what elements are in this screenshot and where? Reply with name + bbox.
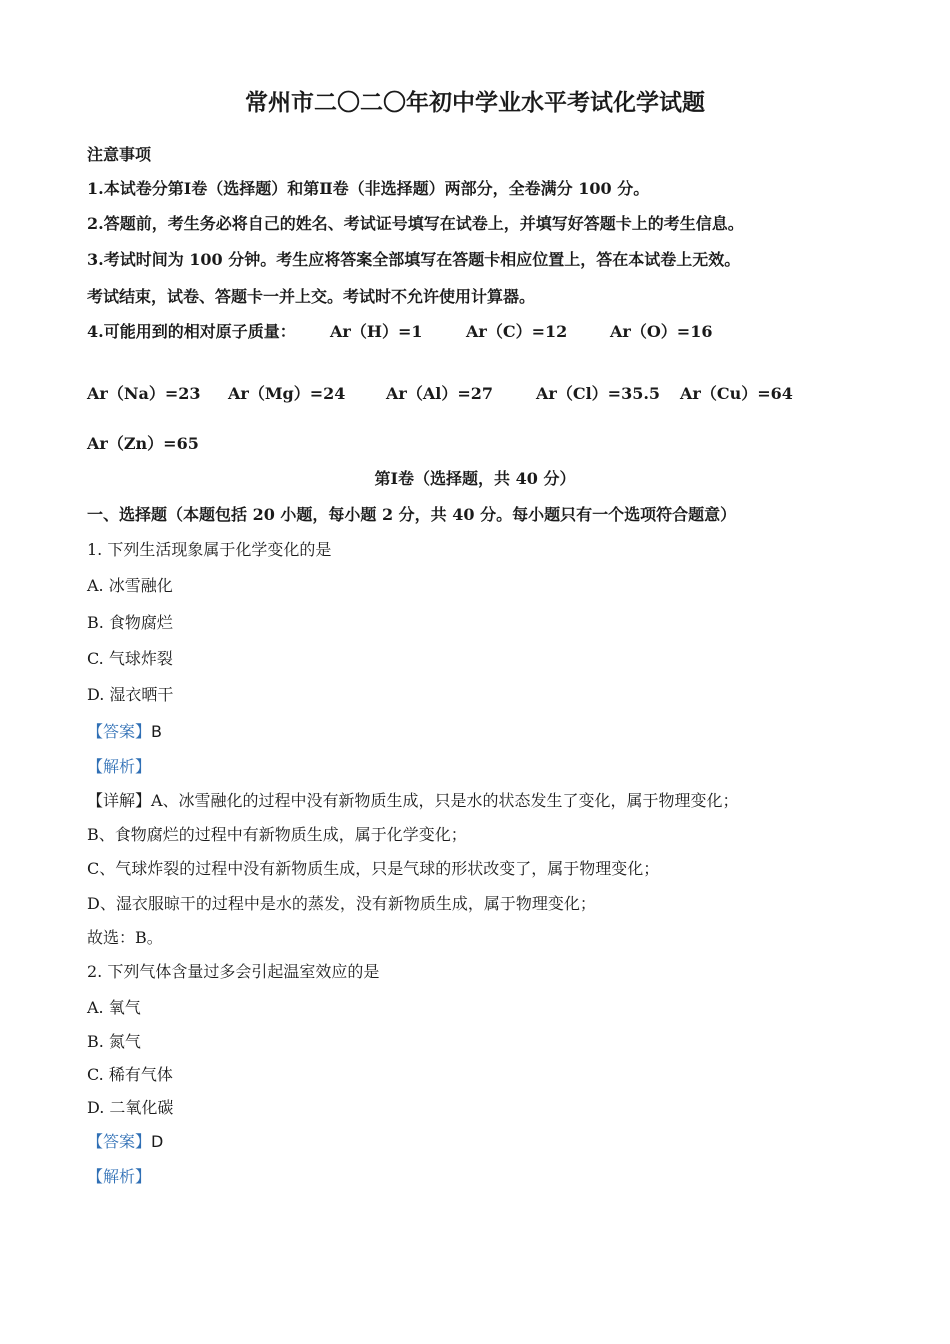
answer-tag: 【答案】 (87, 1132, 152, 1151)
q2-option-c: C. 稀有气体 (87, 1065, 173, 1084)
notice-item-3b: 考试结束，试卷、答题卡一并上交。考试时不允许使用计算器。 (87, 287, 536, 306)
q2-option-a: A. 氧气 (87, 998, 141, 1017)
q1-detail-a: 【详解】A、冰雪融化的过程中没有新物质生成，只是水的状态发生了变化，属于物理变化； (87, 791, 739, 810)
q1-detail-b: B、食物腐烂的过程中有新物质生成，属于化学变化； (87, 825, 467, 844)
q2-answer (87, 1132, 163, 1152)
q1-option-b: B. 食物腐烂 (87, 613, 173, 632)
q1-analysis-tag: 【解析】 (87, 757, 152, 776)
q1-option-a: A. 冰雪融化 (87, 576, 173, 595)
q1-answer (87, 722, 162, 742)
q2-stem: 2. 下列气体含量过多会引起温室效应的是 (87, 962, 380, 981)
atomic-mass-c: Ar（C）=12 (466, 322, 568, 341)
section1-heading: 一、选择题（本题包括 20 小题，每小题 2 分，共 40 分。每小题只有一个选项符合题意） (87, 505, 737, 524)
notice-item-4-label: 4.可能用到的相对原子质量： (87, 322, 296, 341)
atomic-mass-cl: Ar（Cl）=35.5 (536, 384, 661, 403)
q2-analysis-tag: 【解析】 (87, 1167, 152, 1186)
page-title: 常州市二〇二〇年初中学业水平考试化学试题 (245, 89, 705, 116)
notice-item-2: 2.答题前，考生务必将自己的姓名、考试证号填写在试卷上，并填写好答题卡上的考生信息。 (87, 214, 744, 233)
notice-heading: 注意事项 (87, 145, 152, 164)
part1-heading: 第Ⅰ卷（选择题，共 40 分） (374, 469, 576, 488)
atomic-mass-zn: Ar（Zn）=65 (87, 434, 199, 453)
notice-item-1: 1.本试卷分第Ⅰ卷（选择题）和第Ⅱ卷（非选择题）两部分，全卷满分 100 分。 (87, 179, 650, 198)
q1-option-d: D. 湿衣晒干 (87, 685, 174, 704)
q1-answer-value: B (151, 722, 162, 741)
q1-detail-d: D、湿衣服晾干的过程中是水的蒸发，没有新物质生成，属于物理变化； (87, 894, 596, 913)
atomic-mass-cu: Ar（Cu）=64 (680, 384, 793, 403)
atomic-mass-na: Ar（Na）=23 (87, 384, 201, 403)
q2-option-d: D. 二氧化碳 (87, 1098, 174, 1117)
q1-conclusion: 故选：B。 (87, 928, 163, 947)
atomic-mass-h: Ar（H）=1 (330, 322, 423, 341)
atomic-mass-mg: Ar（Mg）=24 (228, 384, 346, 403)
q2-answer-value: D (151, 1132, 164, 1151)
q2-option-b: B. 氮气 (87, 1032, 141, 1051)
answer-tag: 【答案】 (87, 722, 152, 741)
notice-item-3a: 3.考试时间为 100 分钟。考生应将答案全部填写在答题卡相应位置上，答在本试卷上无效。 (87, 250, 741, 269)
atomic-mass-o: Ar（O）=16 (610, 322, 713, 341)
q1-detail-c: C、气球炸裂的过程中没有新物质生成，只是气球的形状改变了，属于物理变化； (87, 859, 660, 878)
q1-option-c: C. 气球炸裂 (87, 649, 173, 668)
atomic-mass-al: Ar（Al）=27 (386, 384, 494, 403)
q1-stem: 1. 下列生活现象属于化学变化的是 (87, 540, 332, 559)
